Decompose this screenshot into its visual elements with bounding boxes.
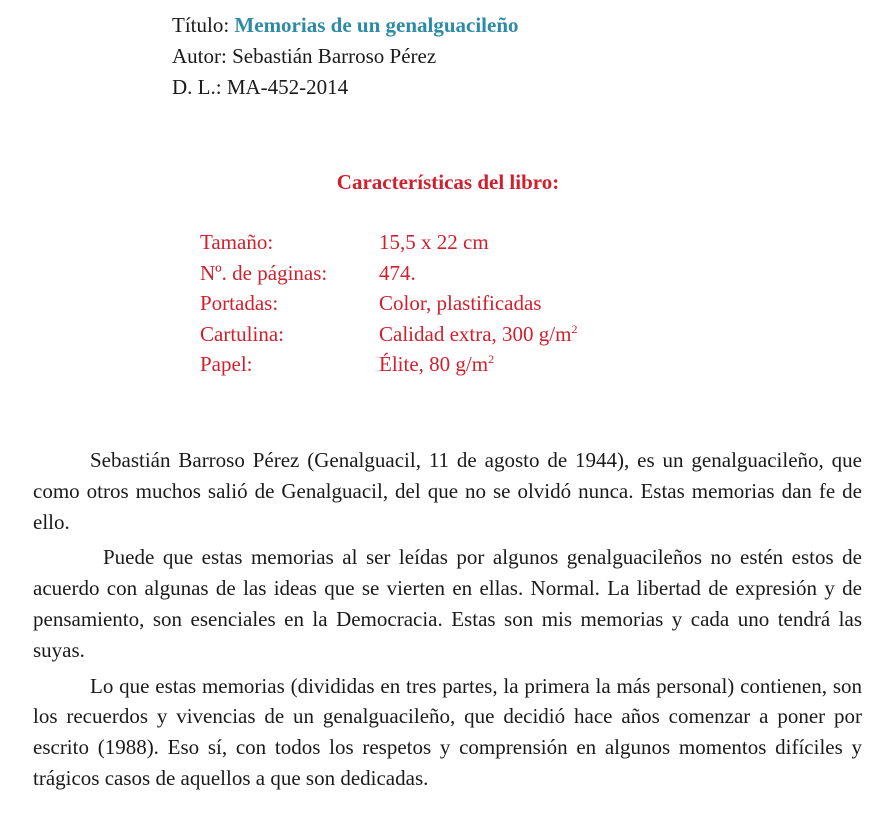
legal-deposit-line: D. L.: MA-452-2014 — [172, 75, 349, 99]
paragraph: Sebastián Barroso Pérez (Genalguacil, 11 de agosto de 1944), es un genalguacileño, que como otros muchos salió de Genalguacil, del que no se olvidó nunca. Estas memorias dan fe de ello. — [33, 448, 862, 534]
superscript: 2 — [571, 321, 578, 336]
spec-value: Élite, 80 $g/m^2$ — [379, 352, 495, 376]
spec-label: Portadas: — [200, 291, 279, 315]
paragraph: Puede que estas memorias al ser leídas por algunos genalguacileños no estén estos de acuerdo con algunas de las ideas que se vierten en ellas. Normal. La libertad de expresión y de pensamiento, son esenciales en la Democracia. Estas son mis memorias y cada uno tendrá las suyas. — [33, 545, 862, 662]
spec-label: Papel: — [200, 352, 253, 376]
spec-value: 15,5 x 22 cm — [379, 230, 489, 254]
book-title: Memorias de un genalguacileño — [234, 13, 519, 37]
spec-row-paper — [200, 349, 577, 380]
spec-value: 474. — [379, 260, 416, 285]
title-line — [172, 10, 519, 41]
spec-value: Color, plastificadas — [379, 291, 542, 315]
book-metadata — [172, 10, 519, 103]
characteristics-heading: Características del libro: — [336, 170, 560, 194]
paragraph: Lo que estas memorias (divididas en tres partes, la primera la más personal) contienen, son los recuerdos y vivencias de un genalguacileño, que decidió hace años comenzar a poner por escrito (1988). Eso sí, con todos los respetos y comprensión en algunos momentos difíciles y trágicos casos de aquellos a que son dedicadas. — [33, 673, 862, 790]
author-line: Autor: Sebastián Barroso Pérez — [172, 44, 437, 68]
spec-label: Cartulina: — [200, 321, 284, 346]
body-text — [33, 445, 862, 799]
spec-label: Tamaño: — [200, 230, 274, 254]
spec-row-pages — [200, 258, 577, 289]
spec-label: Nº. de páginas: — [200, 260, 328, 285]
spec-value: Calidad extra, 300 $g/m^2$ — [379, 321, 578, 346]
title-label: Título: — [172, 13, 230, 37]
superscript: 2 — [488, 352, 495, 366]
spec-row-size — [200, 227, 577, 258]
spec-row-cardstock — [200, 319, 577, 350]
characteristics-table — [200, 227, 577, 380]
spec-row-covers — [200, 288, 577, 319]
